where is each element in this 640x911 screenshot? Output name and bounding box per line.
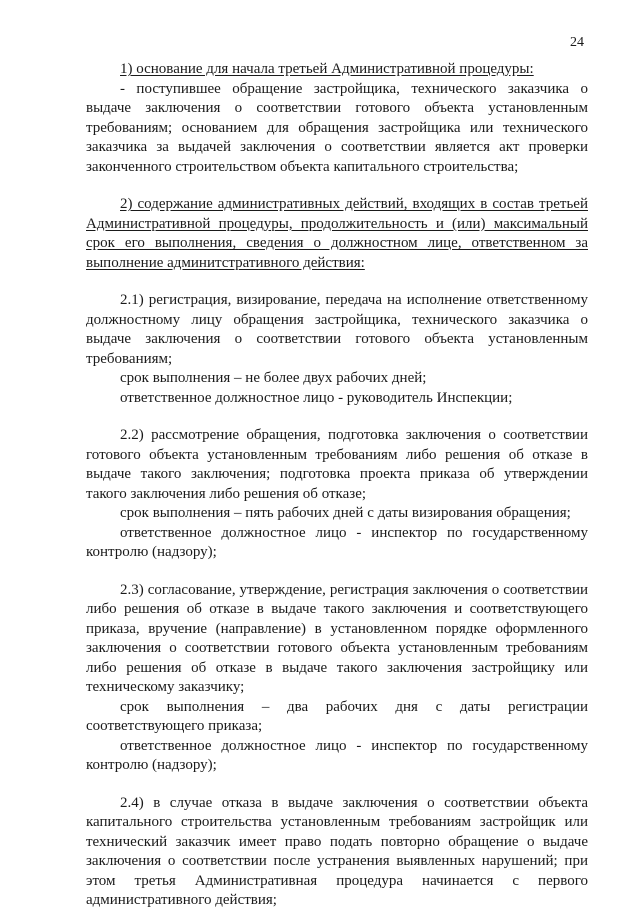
item-2-1-term: срок выполнения – не более двух рабочих дней; <box>120 370 427 386</box>
section2-heading: 2) содержание административных действий, входящих в состав третьей Административной процедуры, продолжительность и (или) максимальный срок его выполнения, сведения о должностном лице, ответственном за выполнение админитстративного действия: <box>86 196 588 271</box>
item-2-3-responsible: ответственное должностное лицо - инспектор по государственному контролю (надзору); <box>86 737 588 773</box>
page-number: 24 <box>570 35 584 50</box>
item-2-2-term: срок выполнения – пять рабочих дней с даты визирования обращения; <box>120 505 571 521</box>
document-body <box>86 60 588 911</box>
item-2-4-text: 2.4) в случае отказа в выдаче заключения о соответствии объекта капитального строительства установленным требованиям застройщик или технический заказчик имеет право подать повторно обращение о выдаче заключения о соответствии после устранения выявленных нарушений; при этом третья Административная процедура начинается с первого административного действия; <box>86 794 588 908</box>
item-2-3-term: срок выполнения – два рабочих дня с даты регистрации соответствующего приказа; <box>86 698 588 734</box>
section1-heading-paragraph <box>86 60 588 80</box>
section1-heading: 1) основание для начала третьей Административной процедуры: <box>120 61 534 77</box>
section1-text: - поступившее обращение застройщика, технического заказчика о выдаче заключения о соответствии готового объекта установленным требованиям; основанием для обращения застройщика или технического заказчика за выдачей заключения о соответствии является акт проверки законченного строительством объекта капитального строительства; <box>86 80 588 175</box>
item-2-1-text: 2.1) регистрация, визирование, передача на исполнение ответственному должностному лицу обращения застройщика, технического заказчика о выдаче заключения о соответствии готового объекта установленным требованиям; <box>86 292 588 367</box>
item-2-2-responsible: ответственное должностное лицо - инспектор по государственному контролю (надзору); <box>86 524 588 560</box>
item-2-3-text: 2.3) согласование, утверждение, регистрация заключения о соответствии либо решения об отказе в выдаче такого заключения и соответствующего приказа, вручение (направление) в установленном порядке оформленного заключения о соответствии готового объекта установленным требованиям либо решения об отказе в выдаче такого заключения застройщику или техническому заказчику; <box>86 581 588 695</box>
section2-heading-paragraph <box>86 195 588 273</box>
item-2-1-responsible: ответственное должностное лицо - руководитель Инспекции; <box>120 389 513 406</box>
item-2-2-text: 2.2) рассмотрение обращения, подготовка заключения о соответствии готового объекта установленным требованиям либо решения об отказе в выдаче такого заключения; подготовка проекта приказа об утверждении такого заключения либо решения об отказе; <box>86 427 588 502</box>
